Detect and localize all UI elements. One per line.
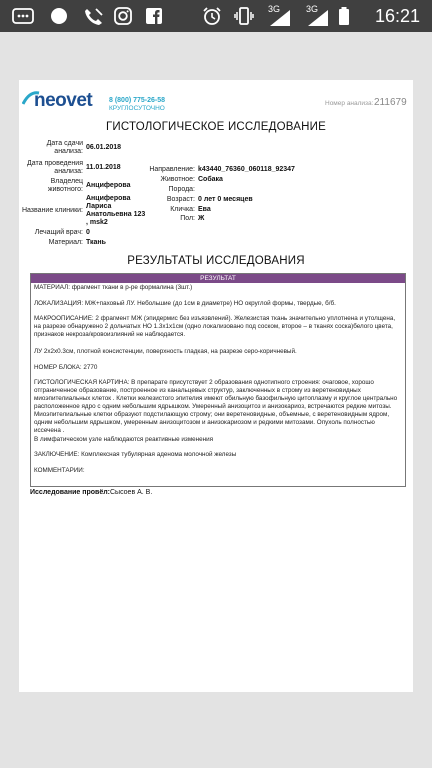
direction-label: Направление: [149,166,195,173]
animal-value: Собака [198,176,223,183]
logo-text: neovet [34,90,93,111]
material-value: Ткань [86,239,106,246]
result-localization: ЛОКАЛИЗАЦИЯ: МЖ+паховый ЛУ. Небольшие (до 1см в диаметре) НО округлой формы, твердые, б/б. [34,300,336,307]
circle-notification-icon [50,7,68,25]
brand-phone: 8 (800) 775-26-58 [109,97,166,104]
result-lymph: ЛУ 2х2х0.3см, плотной консистенции, поверхность гладкая, на разрезе серо-коричневый. [34,348,297,355]
alarm-icon [202,7,222,25]
network-type-1: 3G [268,4,281,14]
age-label: Возраст: [166,196,195,203]
results-title: РЕЗУЛЬТАТЫ ИССЛЕДОВАНИЯ [127,255,305,267]
age-value: 0 лет 0 месяцев [198,196,253,203]
owner-label: Владелец животного: [47,178,83,193]
document-title: ГИСТОЛОГИЧЕСКОЕ ИССЛЕДОВАНИЕ [106,121,326,133]
network-type-2: 3G [306,4,319,14]
exec-date-label: Дата проведения анализа: [27,160,83,175]
results-header: РЕЗУЛЬТАТ [31,274,405,283]
signal-1-icon [268,10,292,26]
instagram-icon [114,7,132,25]
clock: 16:21 [374,6,420,26]
notification-dots-icon [12,7,34,25]
result-comments: КОММЕНТАРИИ: [34,467,85,474]
nick-label: Кличка: [170,206,195,213]
result-block-number: НОМЕР БЛОКА: 2770 [34,364,98,371]
clinic-value: Анциферова Лариса Анатольевна 123 , msk2 [86,195,146,226]
exec-date-value: 11.01.2018 [86,164,121,171]
brand-logo [22,90,112,110]
nick-value: Ева [198,206,211,213]
doctor-value: 0 [86,229,90,236]
sex-label: Пол: [180,215,195,222]
performer-name: Сысоев А. В. [110,489,153,496]
analysis-number-value: 211679 [374,97,407,108]
result-histology: ГИСТОЛОГИЧЕСКАЯ КАРТИНА: В препарате присутствует 2 образования однотипного строения: очаговое, хорошо отграниченное образование, построенное из канальцевых структур, заключенных в строму из веретеновидных миоэпителиальных клеток . Клетки железистого эпителия имеют обильную базофильную цитоплазму и круглое центрально расположенное ядро с одним небольшим ядрышком. Умеренный анизоцитоз и анизокариоз, встречаются редкие митозы. Миоэпителиальные клетки образуют подстилающую строму; они веретеновидные, объемные, с веретеновидным ядром, одним небольшим ядрышком, умеренным анизоцитозом и анизокариозом и редкими митозами. Опухоль полностью иссечена . [34,379,398,434]
material-label: Материал: [48,239,83,246]
doctor-label: Лечащий врач: [34,229,83,236]
results-box [30,273,406,487]
result-lymph-node: В лимфатическом узле наблюдаются реактивные изменения [34,436,214,443]
battery-icon [338,7,350,25]
result-material: МАТЕРИАЛ: фрагмент ткани в р-ре формалина (3шт.) [34,284,193,291]
performer-label: Исследование провёл: [30,489,111,496]
analysis-number-label: Номер анализа: [325,100,374,107]
status-bar [0,0,432,32]
breed-label: Порода: [168,186,195,193]
submit-date-label: Дата сдачи анализа: [46,140,83,155]
signal-2-icon [306,10,330,26]
document-page [19,80,413,692]
clinic-label: Название клиники: [21,207,83,214]
facebook-icon [145,7,163,25]
phone-missed-icon [82,7,104,25]
brand-hours: КРУГЛОСУТОЧНО [109,105,165,112]
result-macro: МАКРООПИСАНИЕ: 2 фрагмент МЖ (эпидермис без изъязвлений). Железистая ткань значительно уплотнена и утолщена, на разрезе обнаружено 2 дольчатых НО 1.3х1х1см (одно локализовано под соском, второе – в тканях соска)белого цвета, признаков некроза/кровоизлияний не наблюдается. [34,315,396,338]
owner-value: Анциферова [86,182,131,189]
sex-value: Ж [198,215,205,222]
direction-value: k43440_76360_060118_92347 [198,166,295,173]
vibrate-icon [234,7,254,25]
result-conclusion: ЗАКЛЮЧЕНИЕ: Комплексная тубулярная аденома молочной железы [34,451,237,458]
animal-label: Животное: [160,176,195,183]
submit-date-value: 06.01.2018 [86,144,122,151]
